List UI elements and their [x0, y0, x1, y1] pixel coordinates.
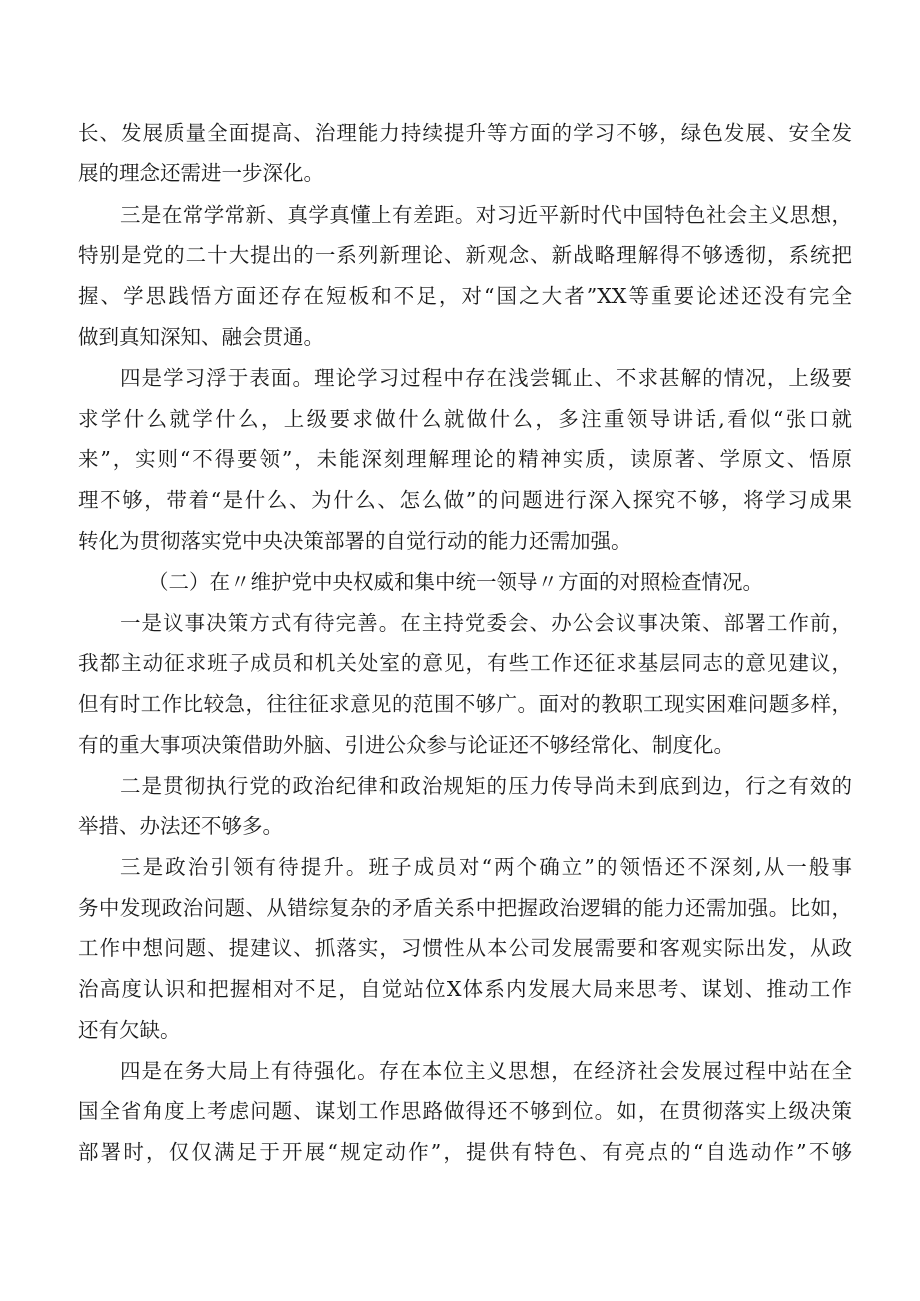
paragraph-start: 四是学习浮于表面。理论学习过程中存在浅尝辄止、不求甚解的情况，上级要	[120, 366, 852, 390]
text-line: 国全省角度上考虑问题、谋划工作思路做得还不够到位。如，在贯彻落实上级决策	[78, 1099, 852, 1123]
text-line: 有的重大事项决策借助外脑、引进公众参与论证还不够经常化、制度化。	[78, 733, 734, 757]
paragraph-start: 一是议事决策方式有待完善。在主持党委会、办公会议事决策、部署工作前，	[120, 611, 852, 635]
text-line: 我都主动征求班子成员和机关处室的意见，有些工作还征求基层同志的意见建议，	[78, 651, 852, 675]
section-heading: （二）在〃维护党中央权威和集中统一领导〃方面的对照检查情况。	[148, 570, 763, 594]
text-line: 来”，实则“不得要领”，未能深刻理解理论的精神实质，读原著、学原文、悟原	[78, 447, 852, 471]
text-line: 握、学思践悟方面还存在短板和不足，对“国之大者”XX等重要论述还没有完全	[78, 284, 852, 308]
text-line: 理不够，带着“是什么、为什么、怎么做”的问题进行深入探究不够，将学习成果	[78, 488, 852, 512]
text-line: 部署时，仅仅满足于开展“规定动作”，提供有特色、有亮点的“自选动作”不够	[78, 1140, 852, 1164]
paragraph-start: 二是贯彻执行党的政治纪律和政治规矩的压力传导尚未到底到边，行之有效的	[120, 774, 852, 798]
paragraph-start: 四是在务大局上有待强化。存在本位主义思想，在经济社会发展过程中站在全	[120, 1059, 852, 1083]
text-line: 求学什么就学什么，上级要求做什么就做什么，多注重领导讲话,看似“张口就	[78, 407, 852, 431]
text-line: 转化为贯彻落实党中央决策部署的自觉行动的能力还需加强。	[78, 529, 632, 553]
text-line: 特别是党的二十大提出的一系列新理论、新观念、新战略理解得不够透彻，系统把	[78, 243, 852, 267]
text-line: 展的理念还需进一步深化。	[78, 161, 324, 185]
paragraph-start: 三是政治引领有待提升。班子成员对“两个确立”的领悟还不深刻,从一般事	[120, 855, 852, 879]
text-line: 还有欠缺。	[78, 1018, 181, 1042]
text-line: 长、发展质量全面提高、治理能力持续提升等方面的学习不够，绿色发展、安全发	[78, 121, 852, 145]
text-line: 务中发现政治问题、从错综复杂的矛盾关系中把握政治逻辑的能力还需加强。比如，	[78, 896, 852, 920]
text-line: 治高度认识和把握相对不足，自觉站位X体系内发展大局来思考、谋划、推动工作	[78, 977, 852, 1001]
text-line: 但有时工作比较急，往往征求意见的范围不够广。面对的教职工现实困难问题多样，	[78, 692, 852, 716]
text-line: 举措、办法还不够多。	[78, 814, 283, 838]
paragraph-start: 三是在常学常新、真学真懂上有差距。对习近平新时代中国特色社会主义思想，	[120, 203, 852, 227]
text-line: 工作中想问题、提建议、抓落实，习惯性从本公司发展需要和客观实际出发，从政	[78, 936, 852, 960]
text-line: 做到真知深知、融会贯通。	[78, 325, 324, 349]
